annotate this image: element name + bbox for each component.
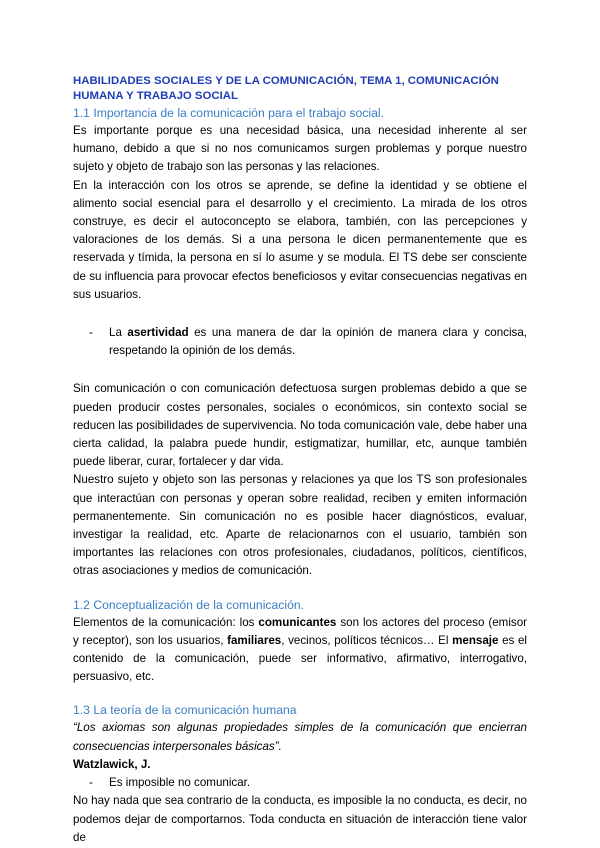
- section-heading-1-2: 1.2 Conceptualización de la comunicación.: [73, 597, 305, 612]
- bullet-text-bold: asertividad: [127, 326, 189, 340]
- paragraph: Es importante porque es una necesidad básica, una necesidad inherente al ser humano, debido a que si no nos comunicamos surgen problemas y porque nuestro sujeto y objeto de trabajo son las personas y las relaciones.: [73, 124, 527, 174]
- paragraph: Nuestro sujeto y objeto son las personas y relaciones ya que los TS son profesionales que interactúan con personas y operan sobre realidad, reciben y emiten información permanentemente. Sin comunicación no es posible hacer diagnósticos, evaluar, investigar la realidad, etc. Aparte de relacionarnos con el usuario, también son importantes las relaciones con otros profesionales, ciudadanos, políticos, científicos, otras asociaciones y medios de comunicación.: [73, 473, 527, 578]
- text-run: Elementos de la comunicación: los: [73, 615, 259, 629]
- bold-mensaje: mensaje: [452, 633, 499, 647]
- author-name: Watzlawick, J.: [73, 757, 151, 771]
- bullet-text: [109, 324, 527, 360]
- quote-author: [73, 756, 527, 774]
- paragraph: En la interacción con los otros se aprende, se define la identidad y se obtiene el alimento social esencial para el desarrollo y el crecimiento. La mirada de los otros construye, es decir el autoconcepto se elabora, también, con las percepciones y valoraciones de los demás. Si a una persona le dicen permanentemente que es reservada y tímida, la persona en sí lo asume y se modula. El TS debe ser consciente de su influencia para provocar efectos beneficiosos y evitar consecuencias negativas en sus usuarios.: [73, 178, 527, 301]
- bullet-dash: -: [89, 326, 93, 340]
- paragraph: No hay nada que sea contrario de la conducta, es imposible la no conducta, es decir, no podemos dejar de comportarnos. Toda conducta en situación de interacción tiene valor de: [73, 794, 527, 844]
- text-run: , vecinos, políticos técnicos… El: [281, 633, 453, 647]
- text-run: es el contenido de la comunicación, puede ser informativo, afirmativo, interrogativo, persuasivo, etc.: [73, 633, 527, 684]
- paragraph-elementos: [73, 614, 527, 687]
- bullet-imposible: [73, 774, 527, 792]
- section-heading-1-1: 1.1 Importancia de la comunicación para el trabajo social.: [73, 106, 384, 120]
- section-heading-1-3: 1.3 La teoría de la comunicación humana: [73, 703, 297, 718]
- bullet-dash: -: [89, 776, 93, 790]
- bullet-text-pre: La: [109, 326, 128, 340]
- bullet-asertividad: [73, 324, 527, 360]
- bullet-text: Es imposible no comunicar.: [109, 776, 251, 790]
- document-title: HABILIDADES SOCIALES Y DE LA COMUNICACIÓN, TEMA 1, COMUNICACIÓN HUMANA Y TRABAJO SOCIAL: [73, 75, 499, 102]
- quote-text: “Los axiomas son algunas propiedades simples de la comunicación que encierran consecuencias interpersonales básicas”.: [73, 721, 527, 753]
- bullet-text-post: es una manera de dar la opinión de manera clara y concisa, respetando la opinión de los demás.: [109, 326, 527, 358]
- paragraph: Sin comunicación o con comunicación defectuosa surgen problemas debido a que se pueden producir costes personales, sociales o económicos, sin contexto social se reducen las posibilidades de supervivencia. No toda comunicación vale, debe haber una cierta calidad, la palabra puede hundir, estigmatizar, humillar, etc, aunque también puede liberar, curar, fortalecer y dar vida.: [73, 382, 527, 469]
- text-run: son los actores del proceso (emisor y receptor), son los usuarios,: [73, 615, 527, 647]
- bold-familiares: familiares: [227, 633, 282, 647]
- quote: [73, 719, 527, 755]
- bold-comunicantes: comunicantes: [258, 615, 337, 629]
